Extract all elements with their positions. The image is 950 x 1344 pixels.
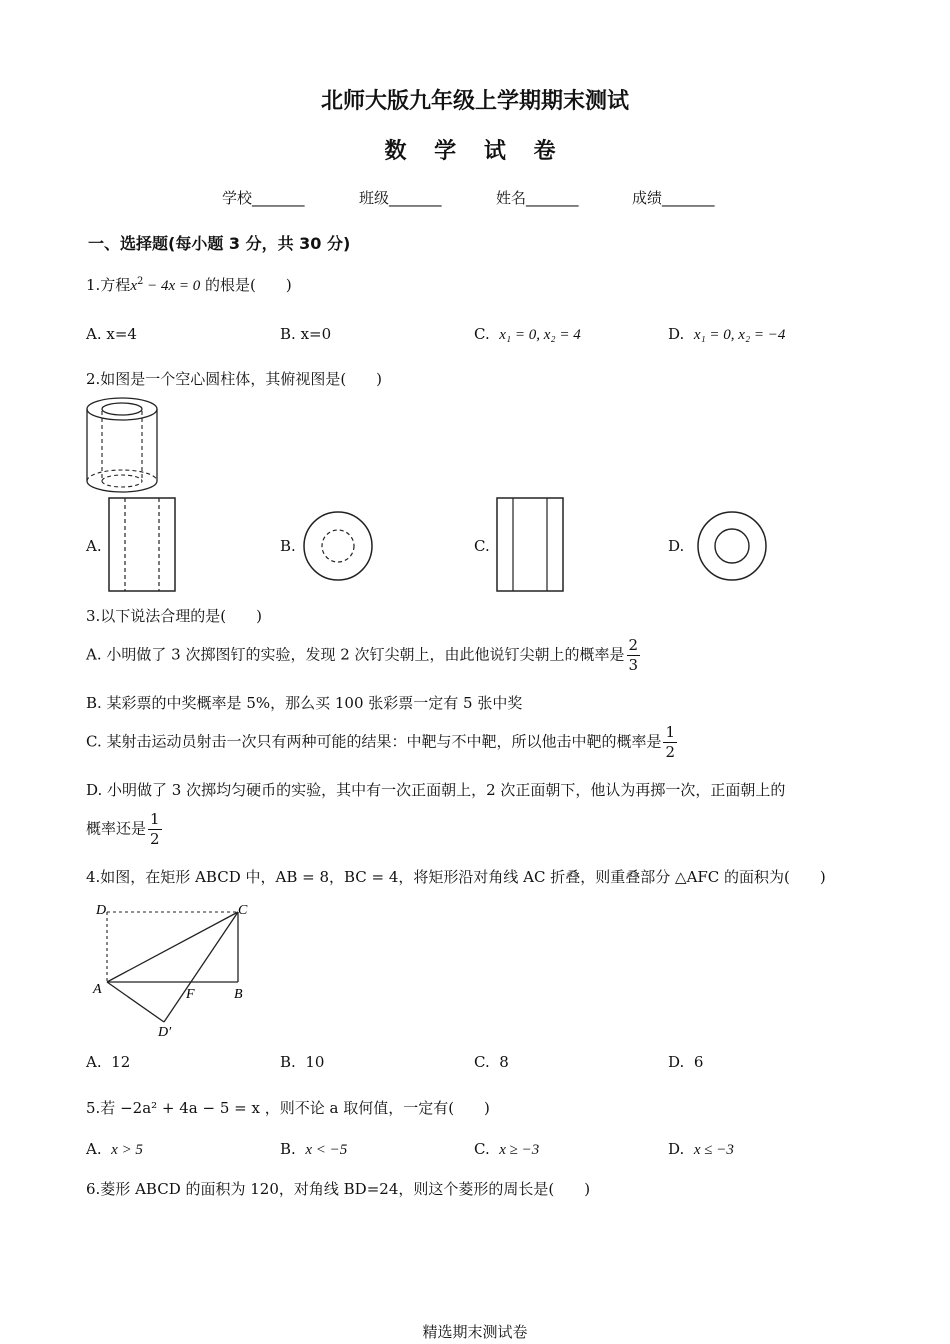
fraction: $\frac{1}{2}$	[665, 723, 676, 761]
q3-option-a[interactable]: A. 小明做了 3 次掷图钉的实验，发现 2 次钉尖朝上，由此他说钉尖朝上的概率是 $\frac{2}{3}$	[86, 636, 639, 674]
exam-title: 北师大版九年级上学期期末测试	[320, 89, 629, 114]
label-f: F	[186, 987, 195, 1002]
field-name: 姓名_______	[496, 189, 579, 207]
question-4: 4.如图，在矩形 ABCD 中，AB = 8，BC = 4，将矩形沿对角线 AC 折叠，则重叠部分 △AFC 的面积为( )	[86, 868, 826, 886]
q4-option-c[interactable]: C. 8	[474, 1053, 509, 1071]
fraction: $\frac{1}{2}$	[150, 810, 160, 848]
question-5: 5.若 −2a² + 4a − 5 = x ，则不论 a 取何值，一定有( )	[86, 1099, 490, 1117]
q2-figure-a	[107, 496, 177, 594]
q2-option-a[interactable]: A.	[86, 537, 102, 555]
question-1: 1.方程$x^2 - 4x = 0$ 的根是( )	[86, 276, 292, 294]
q2-figure-d	[694, 508, 770, 584]
q1-option-a[interactable]: A. x=4	[86, 325, 137, 343]
question-6: 6.菱形 ABCD 的面积为 120，对角线 BD=24，则这个菱形的周长是( )	[86, 1180, 591, 1198]
field-score: 成绩_______	[632, 189, 715, 207]
q3-option-c[interactable]: C. 某射击运动员射击一次只有两种可能的结果：中靶与不中靶，所以他击中靶的概率是 $\frac{1}{2}$	[86, 723, 676, 761]
q5-option-a[interactable]: A. x > 5	[86, 1140, 143, 1158]
q4-option-a[interactable]: A. 12	[86, 1053, 131, 1071]
q3-option-d-continued: 概率还是 $\frac{1}{2}$	[86, 810, 160, 848]
label-d: D	[96, 903, 107, 918]
q2-figure-c	[495, 496, 565, 594]
rectangle-fold-figure	[88, 898, 258, 1042]
q3-option-b[interactable]: B. 某彩票的中奖概率是 5%，那么买 100 张彩票一定有 5 张中奖	[86, 694, 523, 712]
exam-subtitle: 数 学 试 卷	[384, 139, 566, 164]
q2-option-c[interactable]: C.	[474, 537, 490, 555]
q4-option-d[interactable]: D. 6	[668, 1053, 704, 1071]
q5-option-d[interactable]: D. x ≤ −3	[668, 1140, 734, 1158]
question-2: 2.如图是一个空心圆柱体，其俯视图是( )	[86, 370, 383, 388]
q1-option-d[interactable]: D. x₁ = 0, x₂ = −4	[668, 325, 786, 343]
q2-option-d[interactable]: D.	[668, 537, 685, 555]
q1-option-c[interactable]: C. x₁ = 0, x₂ = 4	[474, 325, 581, 343]
q2-option-b[interactable]: B.	[280, 537, 296, 555]
hollow-cylinder-figure	[82, 396, 162, 498]
label-b: B	[234, 987, 243, 1002]
question-3: 3.以下说法合理的是( )	[86, 607, 263, 625]
field-class: 班级_______	[359, 189, 442, 207]
label-a: A	[93, 982, 102, 997]
q5-option-b[interactable]: B. x < −5	[280, 1140, 348, 1158]
q1-option-b[interactable]: B. x=0	[280, 325, 332, 343]
q3-option-d[interactable]: D. 小明做了 3 次掷均匀硬币的实验，其中有一次正面朝上，2 次正面朝下，他认为再掷一次，正面朝上的	[86, 781, 786, 799]
label-d-prime: D′	[158, 1025, 172, 1040]
fraction: $\frac{2}{3}$	[628, 636, 639, 674]
q2-figure-b	[300, 508, 376, 584]
label-c: C	[238, 903, 248, 918]
q5-option-c[interactable]: C. x ≥ −3	[474, 1140, 540, 1158]
field-school: 学校_______	[222, 189, 305, 207]
section-heading: 一、选择题(每小题 3 分，共 30 分)	[88, 234, 351, 253]
page-footer: 精选期末测试卷	[422, 1323, 528, 1341]
q4-option-b[interactable]: B. 10	[280, 1053, 325, 1071]
